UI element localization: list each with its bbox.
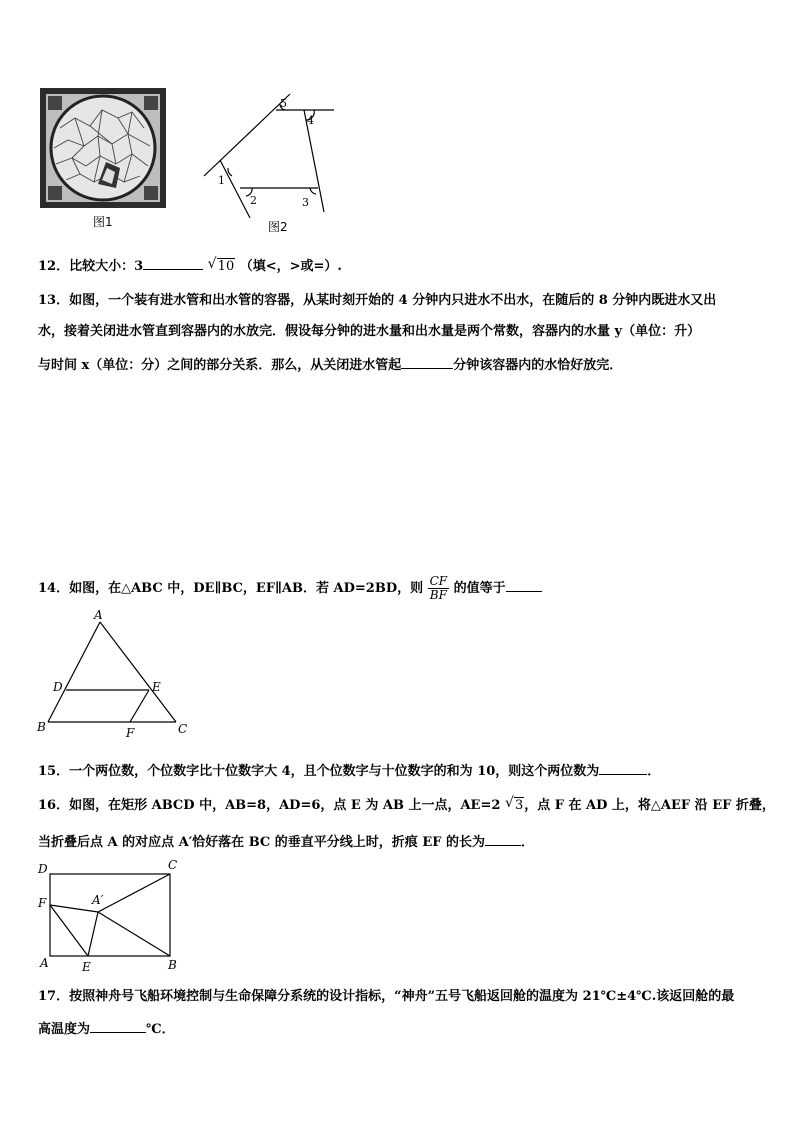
- q15-answer-blank[interactable]: [599, 762, 647, 775]
- angle-label-1: 1: [218, 174, 225, 187]
- q12-radicand: 10: [217, 259, 235, 274]
- q16-sqrt: √ 3: [504, 795, 524, 813]
- q12-prefix: 12．比较大小：3: [38, 259, 144, 274]
- q16-radicand: 3: [514, 798, 524, 813]
- q14-frac-numerator: CF: [429, 574, 448, 588]
- q12-answer-blank[interactable]: [143, 257, 203, 270]
- q16-label-A: A: [40, 956, 49, 970]
- q16-answer-blank[interactable]: [485, 833, 521, 846]
- angle-label-2: 2: [250, 194, 257, 207]
- q14-suffix: 的值等于: [453, 581, 506, 596]
- figure-1-artwork: [40, 88, 166, 208]
- question-13-line-3: [38, 356, 622, 373]
- q12-suffix: （填<，>或=）.: [239, 259, 342, 274]
- q14-label-B: B: [37, 720, 46, 734]
- q13-line3-suffix: 分钟该容器内的水恰好放完．: [453, 358, 623, 373]
- question-17-line-1: 17．按照神舟号飞船环境控制与生命保障分系统的设计指标，“神舟”五号飞船返回舱的温度为 21℃±4℃.该返回舱的最: [38, 989, 735, 1004]
- q14-label-A: A: [94, 608, 103, 622]
- q17-answer-blank[interactable]: [90, 1020, 146, 1033]
- question-13-line-2: 水，接着关闭进水管直到容器内的水放完．假设每分钟的进水量和出水量是两个常数，容器内的水量 y（单位：升）: [38, 324, 701, 339]
- q14-triangle-diagram: [36, 612, 196, 738]
- q16-line1-prefix: 16．如图，在矩形 ABCD 中，AB=8，AD=6，点 E 为 AB 上一点，AE=2: [38, 798, 501, 813]
- q14-fraction: [428, 575, 450, 602]
- question-13-line-1: 13．如图，一个装有进水管和出水管的容器，从某时刻开始的 4 分钟内只进水不出水，在随后的 8 分钟内既进水又出: [38, 293, 717, 308]
- angle-label-5: 5: [280, 97, 287, 110]
- q16-line2-end: ．: [521, 835, 535, 850]
- angle-label-3: 3: [302, 196, 309, 209]
- figure-2-diagram: [200, 92, 340, 220]
- figure-2-caption: 图2: [268, 220, 288, 234]
- q16-line2-prefix: 当折叠后点 A 的对应点 A′恰好落在 BC 的垂直平分线上时，折痕 EF 的长为: [38, 835, 485, 850]
- figure-1-caption: 图1: [93, 215, 113, 229]
- figure-1: [40, 88, 166, 208]
- q14-label-F: F: [126, 726, 135, 740]
- q16-label-B: B: [168, 958, 177, 972]
- q16-label-E: E: [82, 960, 91, 974]
- question-12: [38, 257, 342, 274]
- q17-line2-prefix: 高温度为: [38, 1022, 91, 1037]
- q13-answer-blank[interactable]: [401, 356, 453, 369]
- q15-end: ．: [647, 764, 661, 779]
- question-16-line-1: [38, 795, 775, 813]
- q13-line3-prefix: 与时间 x（单位：分）之间的部分关系．那么，从关闭进水管起: [38, 358, 402, 373]
- q16-rectangle-figure: [36, 860, 186, 975]
- question-15: [38, 762, 660, 779]
- question-14: [38, 574, 542, 604]
- q15-text: 15．一个两位数，个位数字比十位数字大 4，且个位数字与十位数字的和为 10，则这个两位数为: [38, 764, 600, 779]
- q14-prefix: 14．如图，在△ABC 中，DE∥BC，EF∥AB．若 AD=2BD，则: [38, 581, 424, 596]
- q16-label-C: C: [168, 858, 178, 872]
- q17-line2-suffix: ℃．: [146, 1022, 175, 1037]
- q14-frac-denominator: BF: [429, 588, 447, 602]
- q16-line1-suffix: ，点 F 在 AD 上，将△AEF 沿 EF 折叠，: [524, 798, 775, 813]
- q14-label-D: D: [53, 680, 63, 694]
- q16-rectangle-diagram: [36, 860, 186, 975]
- q14-label-E: E: [152, 680, 161, 694]
- q16-label-A-prime: A′: [92, 893, 104, 907]
- q12-sqrt: √ 10: [207, 256, 235, 274]
- q14-answer-blank[interactable]: [506, 579, 542, 592]
- q16-label-D: D: [38, 862, 48, 876]
- figure-2: [200, 92, 340, 220]
- q16-label-F: F: [38, 896, 47, 910]
- question-16-line-2: [38, 833, 534, 850]
- angle-label-4: 4: [307, 114, 314, 127]
- q14-triangle-figure: [36, 608, 196, 740]
- question-17-line-2: [38, 1020, 175, 1037]
- q14-label-C: C: [178, 722, 188, 736]
